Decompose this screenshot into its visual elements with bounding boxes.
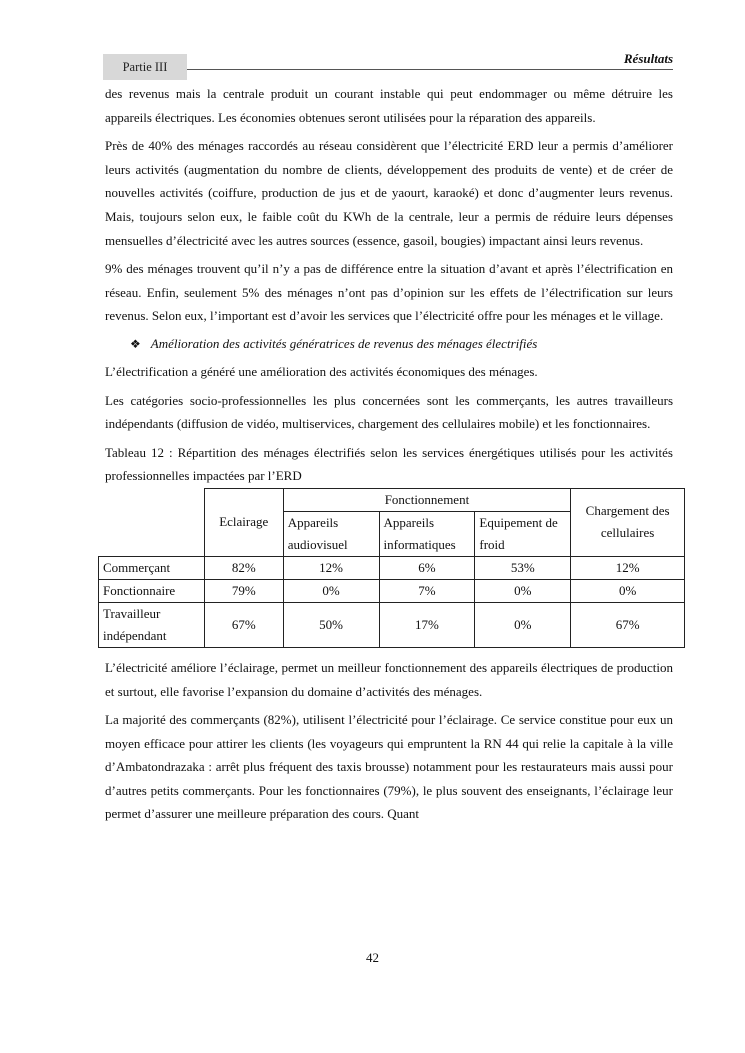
row-label: Fonctionnaire [99, 579, 205, 602]
table-cell: 82% [204, 556, 283, 579]
header-audiovisuel: Appareils audiovisuel [283, 511, 379, 556]
table-corner-cell [99, 488, 205, 556]
paragraph: Les catégories socio-professionnelles les plus concernées sont les commerçants, les autres travailleurs indépendants (diffusion de vidéo, multiservices, chargement des cellulaires mobile) et les fonctionnaires. [105, 392, 673, 432]
table-cell: 12% [571, 556, 685, 579]
data-table [98, 488, 685, 648]
header-informatiques: Appareils informatiques [379, 511, 475, 556]
paragraph: L’électricité améliore l’éclairage, permet un meilleur fonctionnement des appareils électriques de production et surtout, elle favorise l’expansion du domaine d’activités des ménages. [105, 659, 673, 699]
header-fonctionnement: Fonctionnement [283, 488, 571, 511]
page-content [105, 82, 673, 831]
table-cell: 0% [283, 579, 379, 602]
header-froid: Equipement de froid [475, 511, 571, 556]
table-cell: 0% [571, 579, 685, 602]
paragraph: L’électrification a généré une amélioration des activités économiques des ménages. [105, 363, 538, 379]
table-cell: 17% [379, 602, 475, 647]
chapter-title: Résultats [623, 51, 673, 66]
table-header-row [99, 488, 685, 511]
bullet-heading-text: Amélioration des activités génératrices de revenus des ménages électrifiés [150, 335, 538, 351]
section-tab: Partie III [103, 54, 187, 80]
table-row [99, 602, 685, 647]
table-cell: 67% [571, 602, 685, 647]
paragraph: 9% des ménages trouvent qu’il n’y a pas de différence entre la situation d’avant et après l’électrification en réseau. Enfin, seulement 5% des ménages n’ont pas d’opinion sur les effets de l’électrification sur leurs revenus. Selon eux, l’important est d’avoir les services que l’électricité offre pour les ménages et le village. [105, 261, 673, 324]
bullet-heading [130, 333, 673, 355]
table-caption: Tableau 12 : Répartition des ménages électrifiés selon les services énergétiques utilisés pour les activités professionnelles impactées par l’ERD [105, 444, 673, 484]
paragraph: Près de 40% des ménages raccordés au réseau considèrent que l’électricité ERD leur a permis d’améliorer leurs activités (augmentation du nombre de clients, développement des produits de vente) et de créer de nouvelles activités (coiffure, production de jus et de yaourt, karaoké) et donc d’augmenter leurs revenus. Mais, toujours selon eux, le faible coût du KWh de la centrale, leur a permis de réduire leurs dépenses mensuelles d’électricité avec les autres sources (essence, gasoil, bougies) impactant ainsi leurs revenus. [105, 138, 673, 248]
header-chargement: Chargement des cellulaires [571, 488, 685, 556]
table-cell: 12% [283, 556, 379, 579]
table-row [99, 579, 685, 602]
page-number: 42 [366, 950, 379, 965]
table-cell: 79% [204, 579, 283, 602]
header-eclairage: Eclairage [204, 488, 283, 556]
header-rule [187, 69, 673, 70]
table-cell: 67% [204, 602, 283, 647]
paragraph: des revenus mais la centrale produit un courant instable qui peut endommager ou même détruire les appareils électriques. Les économies obtenues seront utilisées pour la réparation des appareils. [105, 86, 673, 125]
table-cell: 7% [379, 579, 475, 602]
diamond-bullet-icon: ❖ [130, 336, 141, 351]
table-cell: 0% [475, 602, 571, 647]
table-cell: 50% [283, 602, 379, 647]
table-cell: 6% [379, 556, 475, 579]
row-label: Commerçant [99, 556, 205, 579]
table-cell: 0% [475, 579, 571, 602]
table-cell: 53% [475, 556, 571, 579]
row-label: Travailleur indépendant [99, 602, 205, 647]
table-row [99, 556, 685, 579]
paragraph: La majorité des commerçants (82%), utilisent l’électricité pour l’éclairage. Ce service constitue pour eux un moyen efficace pour attirer les clients (les voyageurs qui empruntent la RN 44 qui relie la capitale à la ville d’Ambatondrazaka : arrêt plus fréquent des taxis brousse) notamment pour les restaurateurs mais aussi pour d’autres petits commerçants. Pour les fonctionnaires (79%), le plus souvent des enseignants, l’éclairage leur permet d’assurer une meilleure préparation des cours. Quant [105, 712, 673, 822]
